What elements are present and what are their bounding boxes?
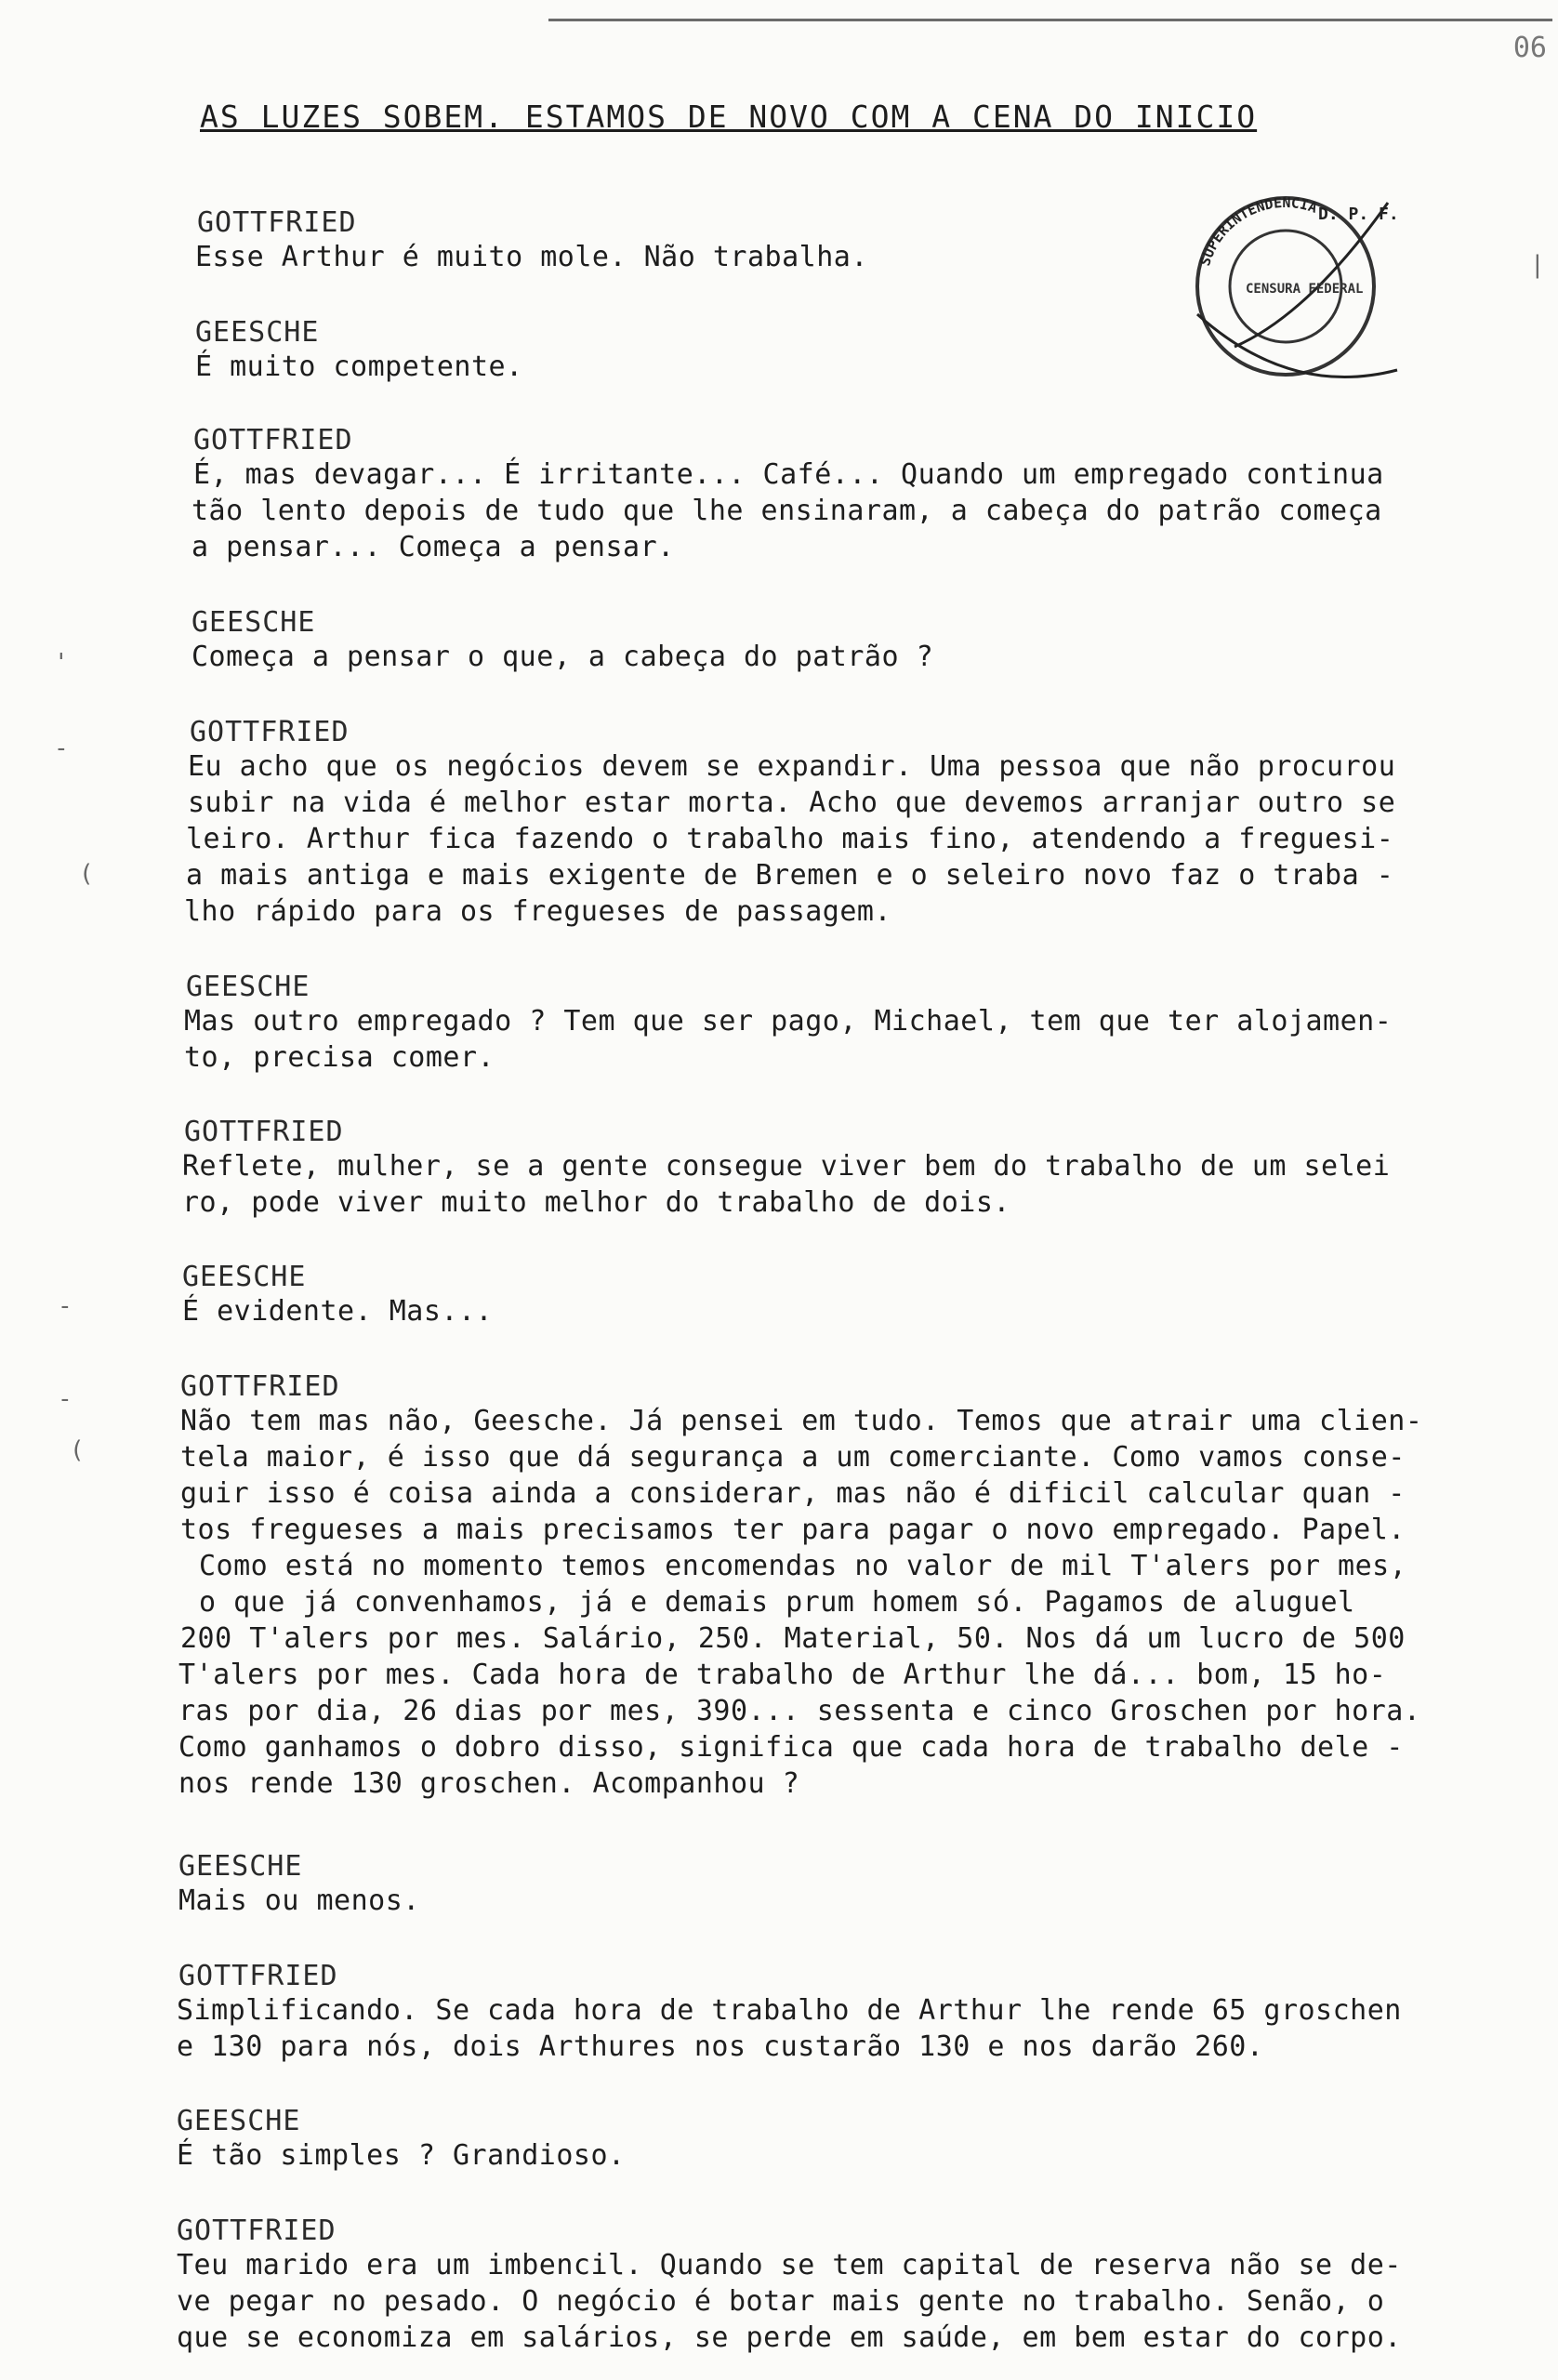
margin-mark: - [58, 1292, 73, 1320]
stamp-outer-text: SUPERINTENDENCIA [1196, 193, 1320, 269]
speaker-name: GEESCHE [186, 971, 310, 1003]
dialogue-block [0, 316, 1558, 385]
speaker-name: GOTTFRIED [197, 206, 357, 239]
dialogue-line: É tão simples ? Grandioso. [177, 2139, 626, 2172]
page-number: 06 [1512, 32, 1547, 64]
dialogue-line: tos fregueses a mais precisamos ter para pagar o novo empregado. Papel. [180, 1514, 1406, 1546]
dialogue-line: e 130 para nós, dois Arthures nos custarão 130 e nos darão 260. [177, 2030, 1264, 2063]
dialogue-line: leiro. Arthur fica fazendo o trabalho mais fino, atendendo a freguesi- [186, 823, 1394, 855]
dialogue-line: to, precisa comer. [184, 1041, 495, 1074]
dialogue-line: Mas outro empregado ? Tem que ser pago, Michael, tem que ter alojamen- [184, 1005, 1393, 1038]
dialogue-line: nos rende 130 groschen. Acompanhou ? [178, 1767, 800, 1800]
dialogue-line: o que já convenhamos, já e demais prum homem só. Pagamos de aluguel [199, 1586, 1355, 1619]
dialogue-block [0, 1960, 1558, 2065]
dialogue-line: Simplificando. Se cada hora de trabalho de Arthur lhe rende 65 groschen [177, 1994, 1402, 2027]
dialogue-line: ro, pode viver muito melhor do trabalho de dois. [182, 1186, 1010, 1219]
dialogue-block [0, 716, 1558, 930]
dialogue-line: guir isso é coisa ainda a considerar, mas não é dificil calcular quan - [180, 1477, 1406, 1510]
speaker-name: GEESCHE [182, 1261, 307, 1293]
dialogue-block [0, 2215, 1558, 2356]
punch-hole-mark: ( [79, 860, 94, 888]
dialogue-block [0, 1370, 1558, 1802]
dialogue-block [0, 206, 1558, 275]
dialogue-line: Esse Arthur é muito mole. Não trabalha. [195, 241, 868, 273]
dialogue-line: Não tem mas não, Geesche. Já pensei em tudo. Temos que atrair uma clien- [180, 1405, 1423, 1437]
dialogue-line: Teu marido era um imbencil. Quando se tem capital de reserva não se de- [177, 2249, 1402, 2281]
dialogue-line: ras por dia, 26 dias por mes, 390... sessenta e cinco Groschen por hora. [178, 1695, 1421, 1727]
dialogue-line: T'alers por mes. Cada hora de trabalho de Arthur lhe dá... bom, 15 ho- [178, 1659, 1387, 1691]
dialogue-block [0, 1850, 1558, 1919]
dialogue-line: Reflete, mulher, se a gente consegue viver bem do trabalho de um selei [182, 1150, 1391, 1183]
margin-mark: | [1530, 251, 1545, 279]
margin-mark: ' [54, 649, 69, 677]
dialogue-line: Eu acho que os negócios devem se expandir. Uma pessoa que não procurou [188, 750, 1396, 783]
dialogue-line: Começa a pensar o que, a cabeça do patrão ? [191, 641, 934, 673]
dialogue-line: que se economiza em salários, se perde em saúde, em bem estar do corpo. [177, 2321, 1402, 2354]
dialogue-line: lho rápido para os fregueses de passagem. [184, 895, 892, 928]
dialogue-line: tela maior, é isso que dá segurança a um comerciante. Como vamos conse- [180, 1441, 1406, 1474]
dialogue-line: É muito competente. [195, 350, 523, 383]
dialogue-block [0, 424, 1558, 565]
dialogue-line: Como está no momento temos encomendas no valor de mil T'alers por mes, [199, 1550, 1407, 1582]
scene-heading: AS LUZES SOBEM. ESTAMOS DE NOVO COM A CENA DO INICIO [200, 99, 1258, 135]
speaker-name: GEESCHE [177, 2105, 301, 2137]
speaker-name: GOTTFRIED [190, 716, 350, 748]
dialogue-line: subir na vida é melhor estar morta. Acho que devemos arranjar outro se [188, 787, 1396, 819]
speaker-name: GOTTFRIED [180, 1370, 340, 1403]
speaker-name: GOTTFRIED [193, 424, 353, 456]
stamp-top-text: D. P. F. [1318, 205, 1399, 224]
margin-mark: - [58, 1385, 73, 1413]
top-rule [548, 19, 1552, 21]
dialogue-line: Como ganhamos o dobro disso, significa que cada hora de trabalho dele - [178, 1731, 1404, 1764]
speaker-name: GEESCHE [195, 316, 320, 349]
dialogue-line: 200 T'alers por mes. Salário, 250. Material, 50. Nos dá um lucro de 500 [180, 1622, 1406, 1655]
dialogue-block [0, 1116, 1558, 1221]
speaker-name: GOTTFRIED [184, 1116, 344, 1148]
speaker-name: GOTTFRIED [178, 1960, 338, 1992]
stamp-center-text: CENSURA FEDERAL [1246, 282, 1364, 297]
dialogue-block [0, 1261, 1558, 1329]
dialogue-line: ve pegar no pesado. O negócio é botar mais gente no trabalho. Senão, o [177, 2285, 1385, 2318]
dialogue-block [0, 606, 1558, 675]
punch-hole-mark: ( [70, 1436, 85, 1464]
dialogue-block [0, 971, 1558, 1076]
dialogue-line: tão lento depois de tudo que lhe ensinaram, a cabeça do patrão começa [191, 495, 1382, 527]
dialogue-line: a pensar... Começa a pensar. [191, 531, 675, 563]
speaker-name: GOTTFRIED [177, 2215, 337, 2247]
dialogue-line: É evidente. Mas... [182, 1295, 494, 1328]
dialogue-line: a mais antiga e mais exigente de Bremen e o seleiro novo faz o traba - [186, 859, 1394, 892]
speaker-name: GEESCHE [178, 1850, 303, 1883]
dialogue-block [0, 2105, 1558, 2174]
speaker-name: GEESCHE [191, 606, 316, 639]
dialogue-line: Mais ou menos. [178, 1884, 420, 1917]
dialogue-line: É, mas devagar... É irritante... Café... Quando um empregado continua [193, 458, 1384, 491]
margin-mark: - [54, 734, 69, 762]
